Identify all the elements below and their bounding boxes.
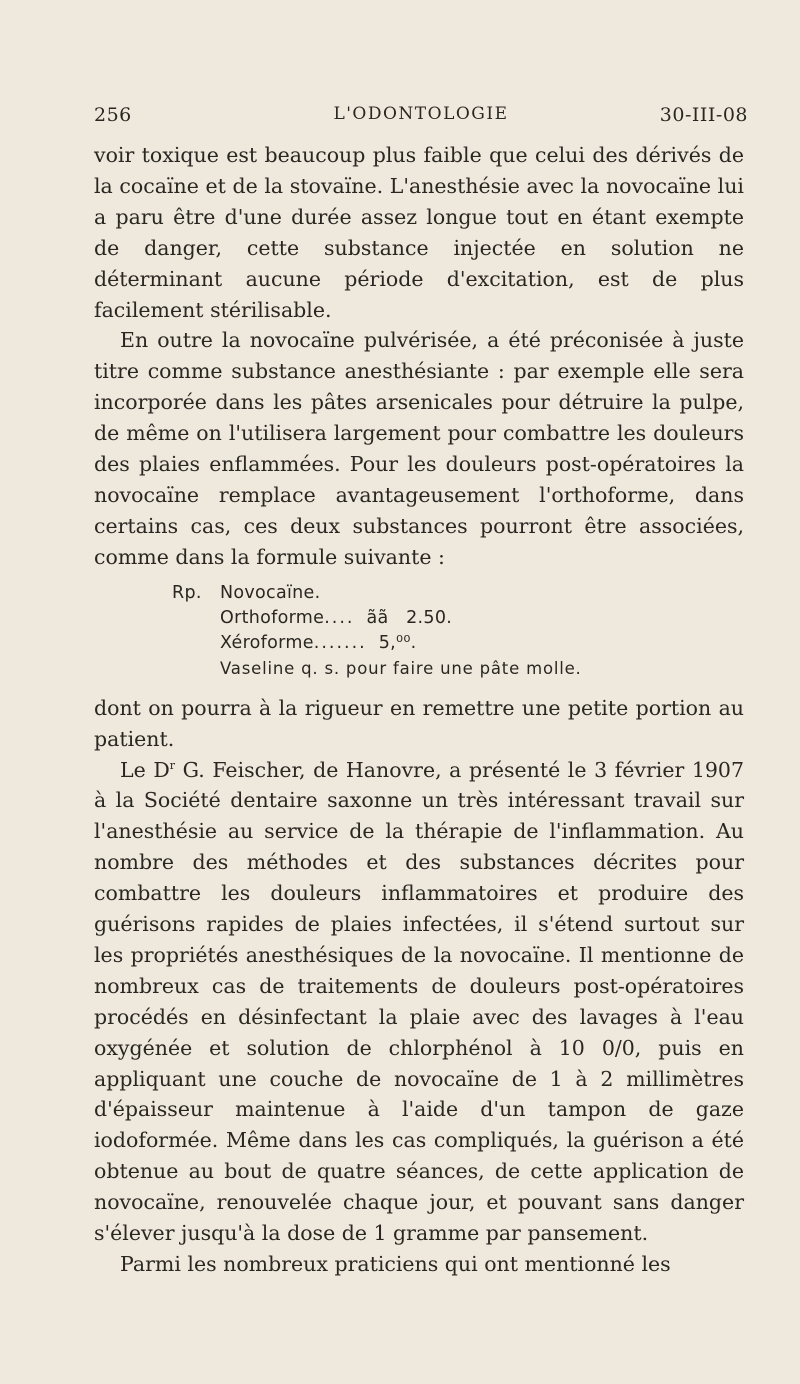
formula-line (172, 656, 744, 681)
paragraph-continued: voir toxique est beaucoup plus faible que celui des dérivés de la cocaïne et de la stovaïne. L'anesthésie avec la novocaïne lui a paru être d'une durée assez longue tout en étant exempte de danger, cette substance injectée en solution ne déterminant aucune période d'excitation, est de plus facilement stérilisable. (94, 143, 744, 322)
page-number: 256 (94, 104, 132, 126)
journal-title: L'ODONTOLOGIE (333, 104, 509, 124)
issue-date: 30-III-08 (659, 104, 748, 126)
prescription-formula (172, 581, 744, 681)
formula-quantity: ãã 2.50. (366, 607, 453, 628)
formula-quantity: 5,⁰⁰. (378, 632, 417, 653)
formula-line (172, 606, 744, 631)
running-header (94, 104, 748, 130)
formula-note: Vaseline q. s. pour faire une pâte molle. (220, 658, 582, 678)
body-text (94, 140, 744, 1280)
paragraph-prefix: Le D (120, 757, 170, 782)
superscript: r (169, 758, 176, 772)
paragraph-body: G. Feischer, de Hanovre, a présenté le 3 février 1907 à la Société dentaire saxonne un très intéressant travail sur l'anesthésie au service de la thérapie de l'inflammation. Au nombre des méthodes et des substances décrites pour combattre les douleurs inflammatoires et produire des guérisons rapides de plaies infectées, il s'étend surtout sur les propriétés anesthésiques de la novocaïne. Il mentionne de nombreux cas de traitements de douleurs post-opératoires procédés en désinfectant la plaie avec des lavages à l'eau oxygénée et solution de chlorphénol à 10 0/0, puis en appliquant une couche de novocaïne de 1 à 2 millimètres d'épaisseur maintenue à l'aide d'un tampon de gaze iodoformée. Même dans les cas compliqués, la guérison a été obtenue au bout de quatre séances, de cette application de novocaïne, renouvelée chaque jour, et pouvant sans danger s'élever jusqu'à la dose de 1 gramme par pansement. (94, 757, 745, 1246)
paragraph-feischer (94, 755, 744, 1250)
paragraph-praticiens: Parmi les nombreux praticiens qui ont mentionné les (120, 1252, 671, 1276)
formula-line (172, 581, 744, 606)
formula-leader: .... (324, 607, 355, 628)
formula-rp: Rp. (172, 582, 202, 603)
paragraph-novocaine-uses: En outre la novocaïne pulvérisée, a été préconisée à juste titre comme substance anesthésiante : par exemple elle sera incorporée dans les pâtes arsenicales pour détruire la pulpe, de même on l'utilisera largement pour combattre les douleurs des plaies enflammées. Pour les douleurs post-opératoires la novocaïne remplace avantageusement l'orthoforme, dans certains cas, ces deux substances pourront être associées, comme dans la formule suivante : (94, 328, 744, 569)
formula-line (172, 631, 744, 656)
formula-ingredient: Orthoforme (220, 607, 325, 628)
formula-ingredient: Novocaïne. (220, 582, 321, 603)
formula-ingredient: Xéroforme (220, 632, 314, 653)
paragraph-portion: dont on pourra à la rigueur en remettre une petite portion au patient. (94, 695, 744, 751)
formula-leader: ....... (313, 632, 367, 653)
